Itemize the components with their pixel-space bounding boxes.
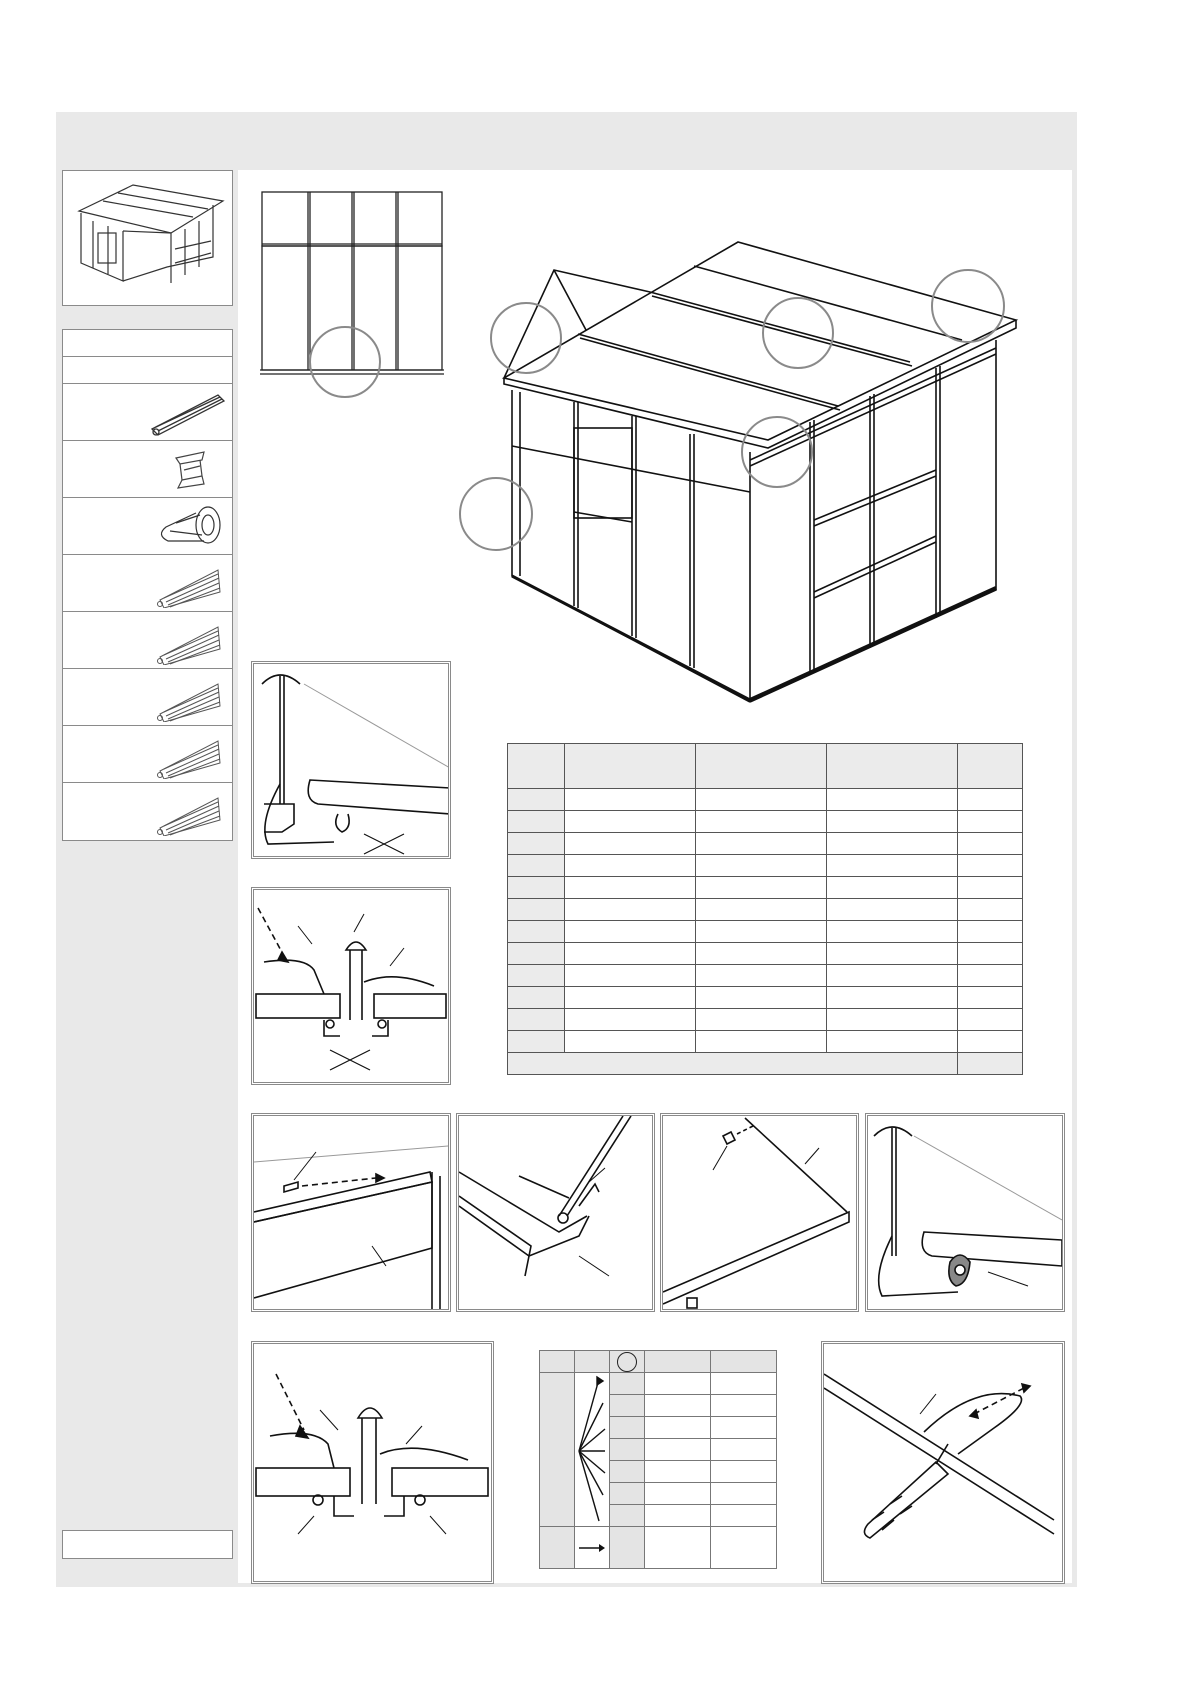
table-row bbox=[508, 855, 1023, 877]
parts-item-rubber-strip bbox=[63, 726, 232, 783]
spec-total-label bbox=[508, 1053, 958, 1075]
step-panel-tool-insertion bbox=[821, 1341, 1065, 1584]
rubber-strip-icon bbox=[146, 558, 226, 608]
parts-list bbox=[62, 329, 233, 841]
table-row bbox=[508, 1009, 1023, 1031]
step-panel-gutter-seal bbox=[456, 1113, 655, 1312]
rubber-strip-icon bbox=[146, 786, 226, 836]
table-row bbox=[508, 987, 1023, 1009]
rubber-strip-icon bbox=[146, 729, 226, 779]
rolled-seal-icon bbox=[146, 501, 226, 551]
sidebar-footer-box bbox=[62, 1530, 233, 1559]
callout-circle bbox=[931, 269, 1005, 343]
gutter-profile-icon bbox=[146, 387, 226, 437]
table-row bbox=[540, 1527, 777, 1569]
table-row bbox=[508, 921, 1023, 943]
spec-header-cell bbox=[827, 744, 958, 789]
step-panel-gutter-insert bbox=[251, 1113, 451, 1312]
parts-item-rubber-strip bbox=[63, 555, 232, 612]
parts-item-rolled-seal bbox=[63, 498, 232, 555]
table-row bbox=[508, 833, 1023, 855]
spec-table bbox=[507, 743, 1023, 1075]
table-row bbox=[540, 1373, 777, 1395]
spec-header-cell bbox=[958, 744, 1023, 789]
detail-panel-cross-section-wrong bbox=[251, 887, 451, 1085]
parts-item-rubber-strip bbox=[63, 612, 232, 669]
table-row bbox=[508, 899, 1023, 921]
rubber-strip-icon bbox=[146, 615, 226, 665]
front-elevation-drawing bbox=[258, 188, 448, 402]
parts-header-row bbox=[63, 330, 232, 357]
table-row bbox=[508, 877, 1023, 899]
spec-total-row bbox=[508, 1053, 1023, 1075]
callout-circle bbox=[490, 302, 562, 374]
parts-header-row bbox=[63, 357, 232, 384]
spec-header-cell bbox=[508, 744, 565, 789]
detail-panel-cross-section-correct bbox=[251, 1341, 494, 1584]
table-row bbox=[508, 811, 1023, 833]
parts-item-rubber-strip bbox=[63, 783, 232, 840]
clip-icon bbox=[146, 444, 226, 494]
spec-header-row bbox=[508, 744, 1023, 789]
table-row bbox=[508, 789, 1023, 811]
callout-circle bbox=[741, 416, 813, 488]
parts-item-gutter bbox=[63, 384, 232, 441]
callout-circle bbox=[762, 297, 834, 369]
shed-thumbnail bbox=[62, 170, 233, 306]
rubber-strip-icon bbox=[146, 672, 226, 722]
table-row bbox=[508, 943, 1023, 965]
detail-panel-profile-wrong bbox=[251, 661, 451, 859]
step-panel-profile-correct bbox=[865, 1113, 1065, 1312]
spec-header-cell bbox=[565, 744, 696, 789]
parts-item-clip bbox=[63, 441, 232, 498]
arrow-fan-icon bbox=[575, 1373, 610, 1527]
table-row bbox=[508, 1031, 1023, 1053]
step-panel-roof-edge bbox=[660, 1113, 859, 1312]
table-row bbox=[508, 965, 1023, 987]
callout-circle bbox=[459, 477, 533, 551]
shed-thumbnail-icon bbox=[63, 171, 232, 305]
direction-table bbox=[539, 1350, 777, 1569]
parts-item-rubber-strip bbox=[63, 669, 232, 726]
table-row bbox=[540, 1351, 777, 1373]
spec-header-cell bbox=[696, 744, 827, 789]
arrow-right-icon bbox=[575, 1527, 610, 1569]
circle-symbol bbox=[610, 1351, 645, 1373]
